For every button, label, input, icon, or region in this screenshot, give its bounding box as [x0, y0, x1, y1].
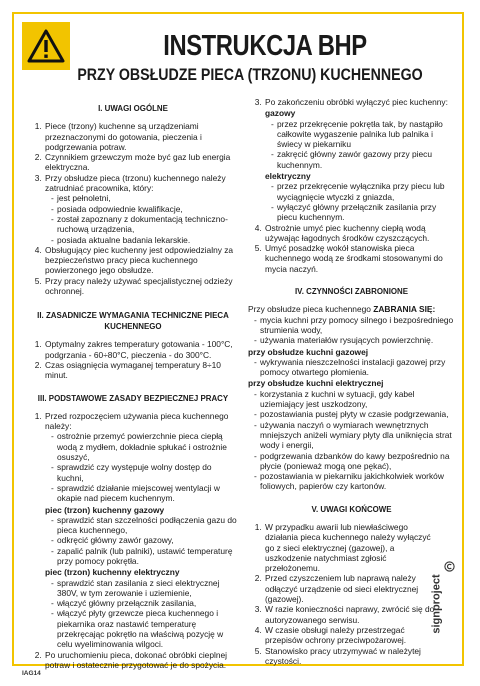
list-item: - podgrzewania dzbanków do kawy bezpośrednio na płycie (ponieważ mogą one pękać),	[254, 451, 455, 472]
list-item: 1. W przypadku awarii lub niewłaściwego działania pieca kuchennego należy wyłączyć go z sieci elektrycznej (gazowej), a uszkodzenie natychmiast zgłosić przełożonemu.	[264, 522, 441, 573]
list-item: - wykrywania nieszczelności instalacji gazowej przy pomocy otwartego płomienia.	[254, 357, 455, 378]
list-item: 4. Ostrożnie umyć piec kuchenny ciepłą wodą używając łagodnych środków czyszczących.	[264, 223, 455, 244]
brand-name: signproject	[430, 574, 443, 634]
list-item: - posiada aktualne badania lekarskie.	[51, 235, 238, 245]
list-item-text: Przy obsłudze pieca (trzonu) kuchennego należy zatrudniać pracownika, który:	[45, 172, 226, 194]
list-item: 2. Przed czyszczeniem lub naprawą należy odłączyć urządzenie od sieci elektrycznej (gazowej).	[264, 573, 441, 604]
section-heading: V. UWAGI KOŃCOWE	[311, 503, 392, 514]
list-item: - posiada odpowiednie kwalifikacje,	[51, 204, 238, 214]
section-heading: IV. CZYNNOŚCI ZABRONIONE	[294, 286, 409, 297]
list-item: 2. Po uruchomieniu pieca, dokonać obróbki cieplnej potraw i ostatecznie przygotować je do spożycia.	[44, 650, 238, 671]
document-code: IAG14	[22, 670, 41, 677]
list-item: - używania naczyń o wymiarach wewnętrznych mniejszych aniżeli wymiary płyty dla uniknięcia strat wody i energii,	[254, 420, 455, 451]
list-item: 4. Obsługujący piec kuchenny jest odpowiedzialny za bezpieczeństwo pracy pieca kuchennego powierzonego jego obsłudze.	[44, 245, 238, 276]
list-item: - włączyć główny przełącznik zasilania,	[51, 598, 238, 608]
list-item	[44, 173, 238, 245]
gas-start-list	[45, 515, 238, 566]
list-item: - mycia kuchni przy pomocy silnego i bezpośredniego strumienia wody,	[254, 315, 455, 336]
list-item: - został zapoznany z dokumentacją techniczno-ruchową urządzenia,	[51, 214, 238, 235]
list-item-text: Przed rozpoczęciem używania pieca kuchennego należy:	[45, 410, 229, 432]
list-item: 1. Optymalny zakres temperatury gotowania - 100°C, podgrzania - 60÷80°C, pieczenia - do 300°C.	[44, 339, 238, 360]
warning-sign	[22, 22, 70, 70]
warning-triangle-icon	[27, 29, 65, 63]
prohibited-gas-list	[248, 357, 455, 378]
list-item: - sprawdzić stan szczelności podłączenia gazu do pieca kuchennego,	[51, 515, 238, 536]
subheading-electric: piec (trzon) kuchenny elektryczny	[45, 567, 180, 578]
section-heading: II. ZASADNICZE WYMAGANIA TECHNICZNE PIECA KUCHENNEGO	[37, 310, 229, 331]
list-item: 5. Stanowisko pracy utrzymywać w należytej czystości.	[264, 646, 441, 667]
list-item: 5. Przy pracy należy używać specjalistycznej odzieży ochronnej.	[44, 276, 238, 297]
pre-use-list	[45, 431, 238, 503]
subheading-gas: piec (trzon) kuchenny gazowy	[45, 504, 165, 515]
list-item: - sprawdzić działanie miejscowej wentylacji w okapie nad piecem kuchennym.	[51, 483, 238, 504]
prohibited-general-list	[248, 315, 455, 346]
safe-work-list	[28, 411, 238, 670]
left-column	[28, 97, 238, 670]
list-item: - zapalić palnik (lub palniki), ustawić temperaturę przy pomocy pokrętła.	[51, 546, 238, 567]
list-item	[44, 411, 238, 650]
list-item: 3. W razie konieczności naprawy, zwrócić się do autoryzowanego serwisu.	[264, 604, 441, 625]
subheading-electric: elektryczny	[265, 171, 311, 182]
list-item: - odkręcić główny zawór gazowy,	[51, 535, 238, 545]
copyright-icon	[444, 561, 455, 572]
prohibited-intro	[248, 304, 455, 314]
list-item: 5. Umyć posadzkę wokół stanowiska pieca kuchennego wodą ze środkami stosowanymi do mycia naczyń.	[264, 243, 455, 274]
list-item: - sprawdzić czy występuje wolny dostęp do kuchni,	[51, 462, 238, 483]
page-subtitle: PRZY OBSŁUDZE PIECA (TRZONU) KUCHENNEGO	[77, 66, 423, 84]
subheading-gas: przy obsłudze kuchni gazowej	[248, 346, 369, 357]
electric-off-list	[265, 181, 455, 222]
general-notes-list	[28, 121, 238, 296]
list-item: - zakręcić główny zawór gazowy przy piecu kuchennym.	[271, 149, 455, 170]
list-item: - pozostawiania w piekarniku jakichkolwiek worków foliowych, papierów czy kartonów.	[254, 471, 455, 492]
technical-requirements-list	[28, 339, 238, 380]
section-heading: I. UWAGI OGÓLNE	[98, 103, 168, 113]
list-item: - przez przekręcenie wyłącznika przy piecu lub wyciągnięcie wtyczki z gniazda,	[271, 181, 455, 202]
list-item: - wyłączyć główny przełącznik zasilania przy piecu kuchennym.	[271, 202, 455, 223]
intro-emphasis: ZABRANIA SIĘ:	[373, 304, 436, 315]
worker-requirements-list	[45, 193, 238, 244]
intro-text: Przy obsłudze pieca kuchennego	[248, 304, 371, 315]
list-item: 4. W czasie obsługi należy przestrzegać przepisów ochrony przeciwpożarowej.	[264, 625, 441, 646]
list-item: - używania materiałów rysujących powierzchnię.	[254, 335, 455, 345]
section-heading: III. PODSTAWOWE ZASADY BEZPIECZNEJ PRACY	[37, 392, 229, 403]
electric-start-list	[45, 578, 238, 650]
list-item: 1. Piece (trzony) kuchenne są urządzeniami przeznaczonymi do gotowania, pieczenia i podgrzewania potraw.	[44, 121, 238, 152]
list-item-text: Po zakończeniu obróbki wyłączyć piec kuchenny:	[265, 97, 448, 107]
final-notes-list	[248, 522, 455, 666]
page-title: INSTRUKCJA BHP	[163, 30, 367, 62]
list-item: 2. Czas osiągnięcia wymaganej temperatury 8÷10 minut.	[44, 360, 238, 381]
subheading-gas: gazowy	[265, 108, 296, 119]
safe-work-list-continued	[248, 97, 455, 274]
list-item: - sprawdzić stan zasilania z sieci elektrycznej 380V, w tym zerowanie i uziemienie,	[51, 578, 238, 599]
right-column	[248, 97, 455, 666]
list-item: 2. Czynnikiem grzewczym może być gaz lub energia elektryczna.	[44, 152, 238, 173]
list-item: - przez przekręcenie pokrętła tak, by nastąpiło całkowite wygaszenie palnika lub palnika i świecy w piekarniku	[271, 119, 455, 150]
list-item: - pozostawiania pustej płyty w czasie podgrzewania,	[254, 409, 455, 419]
list-item	[264, 97, 455, 223]
list-item: - jest pełnoletni,	[51, 193, 238, 203]
prohibited-electric-list	[248, 389, 455, 492]
gas-off-list	[265, 119, 455, 170]
list-item: - korzystania z kuchni w sytuacji, gdy kabel uziemiający jest uszkodzony,	[254, 389, 455, 410]
subheading-electric: przy obsłudze kuchni elektrycznej	[248, 378, 384, 389]
list-item: - włączyć płyty grzewcze pieca kuchennego i piekarnika oraz nastawić temperaturę przekręcając pokrętło na właściwą pozycję w celu wyeliminowania wilgoci.	[51, 608, 238, 649]
brand-mark	[430, 565, 460, 655]
list-item: - ostrożnie przemyć powierzchnie pieca ciepłą wodą z mydłem, dokładnie spłukać i ostrożnie osuszyć,	[51, 431, 238, 462]
